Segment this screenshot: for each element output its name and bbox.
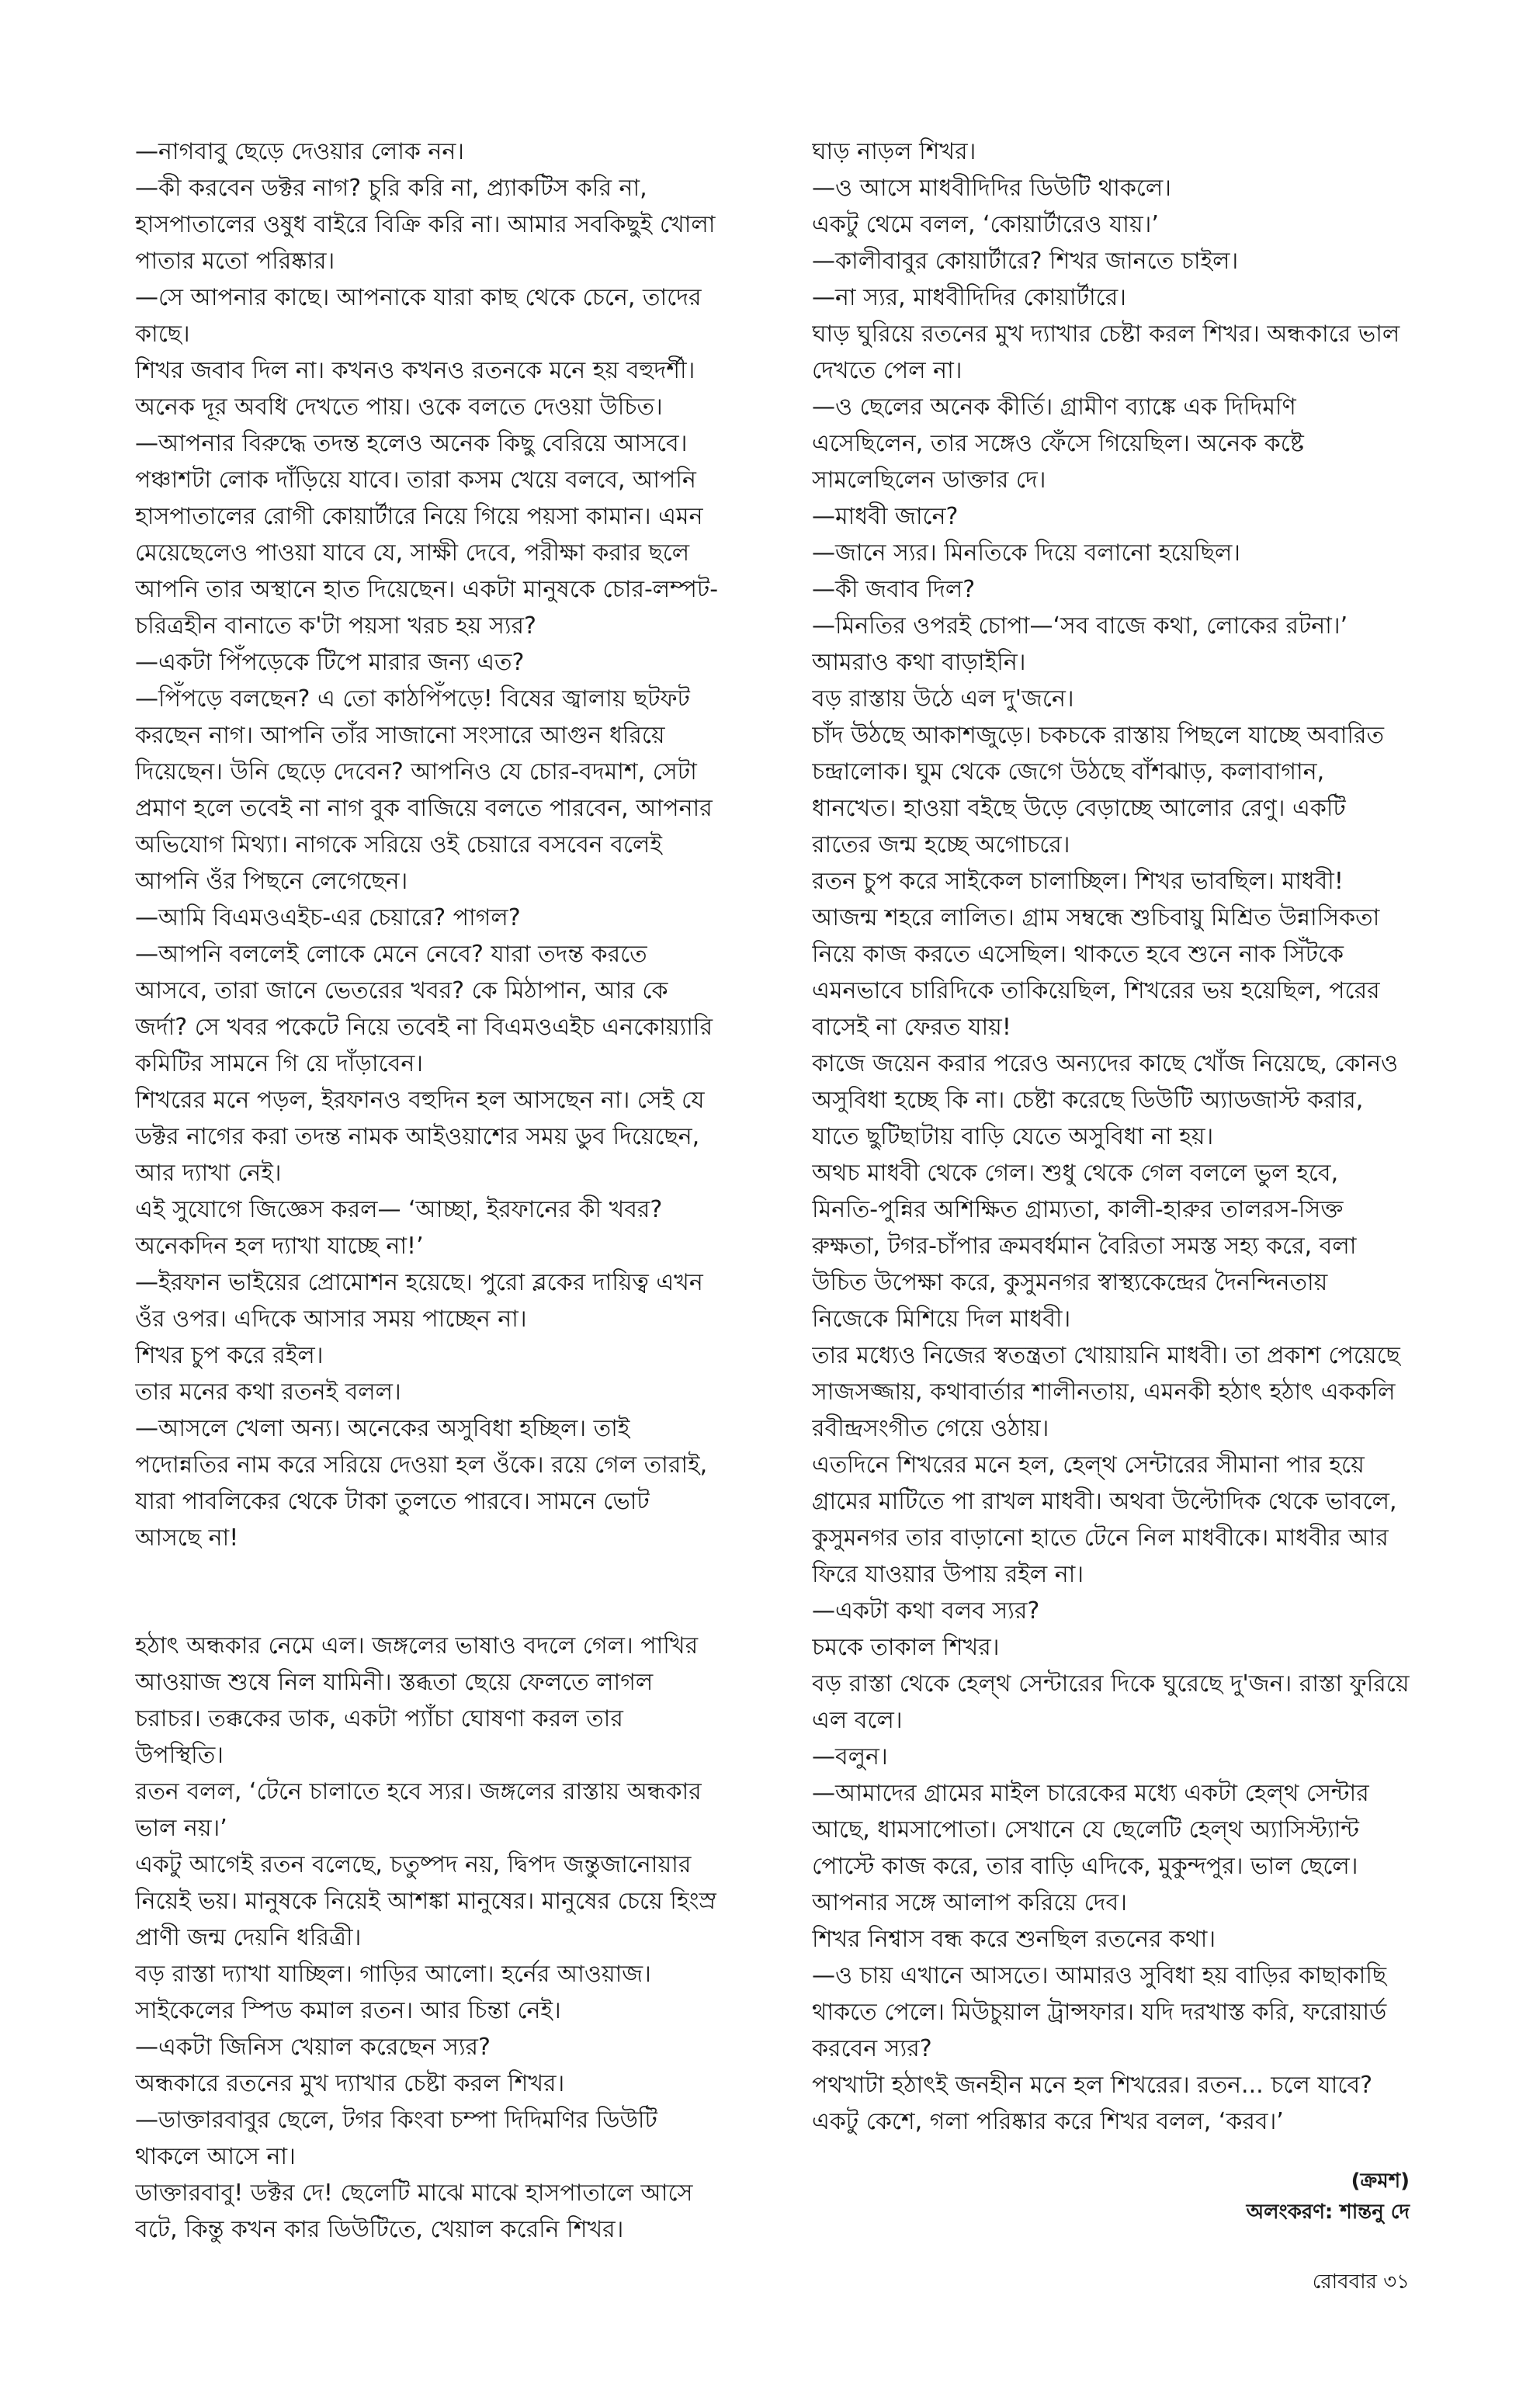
paragraph: —একটা পিঁপড়েকে টিপে মারার জন্য এত?	[135, 649, 525, 676]
paragraph: —কী জবাব দিল?	[812, 576, 976, 603]
paragraph: —ও চায় এখানে আসতে। আমারও সুবিধা হয় বাড়ির কাছাকাছি থাকতে পেলে। মিউচুয়াল ট্রান্সফার। যদি দরখাস্ত করি, ফরোয়ার্ড করবেন স্যর?	[812, 1962, 1387, 2062]
paragraph: একটু থেমে বলল, ‘কোয়ার্টারেও যায়।’	[812, 211, 1159, 238]
section-break	[135, 1556, 719, 1628]
paragraph: একটু আগেই রতন বলেছে, চতুষ্পদ নয়, দ্বিপদ জন্তুজানোয়ার নিয়েই ভয়। মানুষকে নিয়েই আশঙ্কা মানুষের। মানুষের চেয়ে হিংস্র প্রাণী জন্ম দেয়নি ধরিত্রী।	[135, 1851, 716, 1951]
paragraph: —ডাক্তারবাবুর ছেলে, টগর কিংবা চম্পা দিদিমণির ডিউটি থাকলে আসে না।	[135, 2107, 657, 2170]
continued-note: (ক্রমশ)	[1351, 2169, 1410, 2193]
paragraph: চমকে তাকাল শিখর।	[812, 1634, 1000, 1661]
paragraph: রতন চুপ করে সাইকেল চালাচ্ছিল। শিখর ভাবছিল। মাধবী! আজন্ম শহরে লালিত। গ্রাম সম্বন্ধে শুচিবায়ু মিশ্রিত উন্নাসিকতা নিয়ে কাজ করতে এসেছিল। থাকতে হবে শুনে নাক সিঁটকে এমনভাবে চারিদিকে তাকিয়েছিল, শিখরের ভয় হয়েছিল, পরের বাসেই না ফেরত যায়!	[812, 868, 1380, 1041]
paragraph: —নাগবাবু ছেড়ে দেওয়ার লোক নন।	[135, 138, 464, 165]
page-folio: রোববার ৩১	[1312, 2270, 1410, 2294]
paragraph: বড় রাস্তা থেকে হেল্থ সেন্টারের দিকে ঘুরেছে দু'জন। রাস্তা ফুরিয়ে এল বলে।	[812, 1670, 1410, 1734]
paragraph: শিখর জবাব দিল না। কখনও কখনও রতনকে মনে হয় বহুদর্শী। অনেক দূর অবধি দেখতে পায়। ওকে বলতে দেওয়া উচিত।	[135, 357, 695, 421]
paragraph: —একটা জিনিস খেয়াল করেছেন স্যর?	[135, 2034, 491, 2061]
paragraph: বড় রাস্তায় উঠে এল দু'জনে।	[812, 685, 1074, 713]
paragraph: এই সুযোগে জিজ্ঞেস করল— ‘আচ্ছা, ইরফানের কী খবর? অনেকদিন হল দ্যাখা যাচ্ছে না!’	[135, 1196, 663, 1260]
paragraph: ডাক্তারবাবু! ডক্টর দে! ছেলেটি মাঝে মাঝে হাসপাতালে আসে বটে, কিন্তু কখন কার ডিউটিতে, খেয়াল করেনি শিখর।	[135, 2180, 693, 2243]
paragraph: অন্ধকারে রতনের মুখ দ্যাখার চেষ্টা করল শিখর।	[135, 2070, 565, 2097]
paragraph: অথচ মাধবী থেকে গেল। শুধু থেকে গেল বললে ভুল হবে, মিনতি-পুন্নির অশিক্ষিত গ্রাম্যতা, কালী-হারুর তালরস-সিক্ত রুক্ষতা, টগর-চাঁপার ক্রমবর্ধমান বৈরিতা সমস্ত সহ্য করে, বলা উচিত উপেক্ষা করে, কুসুমনগর স্বাস্থ্যকেন্দ্রের দৈনন্দিনতায় নিজেকে মিশিয়ে দিল মাধবী।	[812, 1160, 1357, 1333]
paragraph: রতন বলল, ‘টেনে চালাতে হবে স্যর। জঙ্গলের রাস্তায় অন্ধকার ভাল নয়।’	[135, 1778, 702, 1842]
paragraph: বড় রাস্তা দ্যাখা যাচ্ছিল। গাড়ির আলো। হর্নের আওয়াজ। সাইকেলের স্পিড কমাল রতন। আর চিন্তা নেই।	[135, 1961, 651, 2024]
paragraph: একটু কেশে, গলা পরিষ্কার করে শিখর বলল, ‘করব।’	[812, 2108, 1284, 2135]
paragraph: শিখর নিশ্বাস বন্ধ করে শুনছিল রতনের কথা।	[812, 1926, 1216, 1953]
paragraph: ঘাড় নাড়ল শিখর।	[812, 138, 976, 165]
paragraph: —কী করবেন ডক্টর নাগ? চুরি করি না, প্র্যাকটিস করি না, হাসপাতালের ওষুধ বাইরে বিক্রি করি না। আমার সবকিছুই খোলা পাতার মতো পরিষ্কার।	[135, 175, 716, 275]
paragraph: ঘাড় ঘুরিয়ে রতনের মুখ দ্যাখার চেষ্টা করল শিখর। অন্ধকারে ভাল দেখতে পেল না।	[812, 321, 1400, 384]
paragraph: —ও ছেলের অনেক কীর্তি। গ্রামীণ ব্যাঙ্কে এক দিদিমণি এসেছিলেন, তার সঙ্গেও ফেঁসে গিয়েছিল। অনেক কষ্টে সামলেছিলেন ডাক্তার দে।	[812, 394, 1304, 494]
paragraph: হঠাৎ অন্ধকার নেমে এল। জঙ্গলের ভাষাও বদলে গেল। পাখির আওয়াজ শুষে নিল যামিনী। স্তব্ধতা ছেয়ে ফেলতে লাগল চরাচর। তক্ককের ডাক, একটা প্যাঁচা ঘোষণা করল তার উপস্থিতি।	[135, 1632, 699, 1769]
paragraph: —মাধবী জানে?	[812, 503, 959, 530]
paragraph: তার মধ্যেও নিজের স্বতন্ত্রতা খোয়ায়নি মাধবী। তা প্রকাশ পেয়েছে সাজসজ্জায়, কথাবার্তার শালীনতায়, এমনকী হঠাৎ হঠাৎ এককলি রবীন্দ্রসংগীত গেয়ে ওঠায়।	[812, 1342, 1400, 1442]
paragraph: —আমি বিএমওএইচ-এর চেয়ারে? পাগল?	[135, 904, 521, 931]
paragraph: —আসলে খেলা অন্য। অনেকের অসুবিধা হচ্ছিল। তাই পদোন্নতির নাম করে সরিয়ে দেওয়া হল ওঁকে। রয়ে গেল তারাই, যারা পাবলিকের থেকে টাকা তুলতে পারবে। সামনে ভোট আসছে না!	[135, 1415, 708, 1552]
paragraph: কাজে জয়েন করার পরেও অন্যদের কাছে খোঁজ নিয়েছে, কোনও অসুবিধা হচ্ছে কি না। চেষ্টা করেছে ডিউটি অ্যাডজাস্ট করার, যাতে ছুটিছাটায় বাড়ি যেতে অসুবিধা না হয়।	[812, 1050, 1399, 1150]
paragraph: —না স্যর, মাধবীদিদির কোয়ার্টারে।	[812, 284, 1126, 311]
story-credit	[1247, 2166, 1410, 2228]
paragraph: পথখাটা হঠাৎই জনহীন মনে হল শিখরের। রতন... চলে যাবে?	[812, 2072, 1372, 2099]
paragraph: —পিঁপড়ে বলছেন? এ তো কাঠপিঁপড়ে! বিষের জ্বালায় ছটফট করছেন নাগ। আপনি তাঁর সাজানো সংসারে আগুন ধরিয়ে দিয়েছেন। উনি ছেড়ে দেবেন? আপনিও যে চোর-বদমাশ, সেটা প্রমাণ হলে তবেই না নাগ বুক বাজিয়ে বলতে পারবেন, আপনার অভিযোগ মিথ্যা। নাগকে সরিয়ে ওই চেয়ারে বসবেন বলেই আপনি ওঁর পিছনে লেগেছেন।	[135, 685, 713, 895]
paragraph: —ও আসে মাধবীদিদির ডিউটি থাকলে।	[812, 175, 1171, 202]
paragraph: —ইরফান ভাইয়ের প্রোমোশন হয়েছে। পুরো ব্লকের দায়িত্ব এখন ওঁর ওপর। এদিকে আসার সময় পাচ্ছেন না।	[135, 1269, 703, 1333]
left-column	[135, 134, 719, 2248]
paragraph: —আপনি বললেই লোকে মেনে নেবে? যারা তদন্ত করতে আসবে, তারা জানে ভেতরের খবর? কে মিঠাপান, আর কে জর্দা? সে খবর পকেটে নিয়ে তবেই না বিএমওএইচ এনকোয়্যারি কমিটির সামনে গি য়ে দাঁড়াবেন।	[135, 941, 713, 1077]
illustration-credit: অলংকরণ: শান্তনু দে	[1246, 2201, 1410, 2224]
paragraph: তার মনের কথা রতনই বলল।	[135, 1379, 401, 1406]
paragraph: শিখর চুপ করে রইল।	[135, 1342, 324, 1369]
paragraph: —কালীবাবুর কোয়ার্টারে? শিখর জানতে চাইল।	[812, 248, 1239, 275]
right-column	[812, 134, 1410, 2140]
paragraph: —আপনার বিরুদ্ধে তদন্ত হলেও অনেক কিছু বেরিয়ে আসবে। পঞ্চাশটা লোক দাঁড়িয়ে যাবে। তারা কসম খেয়ে বলবে, আপনি হাসপাতালের রোগী কোয়ার্টারে নিয়ে গিয়ে পয়সা কামান। এমন মেয়েছেলেও পাওয়া যাবে যে, সাক্ষী দেবে, পরীক্ষা করার ছলে আপনি তার অস্থানে হাত দিয়েছেন। একটা মানুষকে চোর-লম্পট-চরিত্রহীন বানাতে ক'টা পয়সা খরচ হয় স্যর?	[135, 430, 719, 640]
paragraph: —সে আপনার কাছে। আপনাকে যারা কাছ থেকে চেনে, তাদের কাছে।	[135, 284, 702, 348]
paragraph: —মিনতির ওপরই চোপা—‘সব বাজে কথা, লোকের রটনা।’ আমরাও কথা বাড়াইনি।	[812, 612, 1348, 676]
paragraph: এতদিনে শিখরের মনে হল, হেল্থ সেন্টারের সীমানা পার হয়ে গ্রামের মাটিতে পা রাখল মাধবী। অথবা উল্টোদিক থেকে ভাবলে, কুসুমনগর তার বাড়ানো হাতে টেনে নিল মাধবীকে। মাধবীর আর ফিরে যাওয়ার উপায় রইল না।	[812, 1451, 1397, 1588]
paragraph: —বলুন।	[812, 1743, 888, 1770]
paragraph: শিখরের মনে পড়ল, ইরফানও বহুদিন হল আসছেন না। সেই যে ডক্টর নাগের করা তদন্ত নামক আইওয়াশের সময় ডুব দিয়েছেন, আর দ্যাখা নেই।	[135, 1087, 705, 1187]
paragraph: —জানে স্যর। মিনতিকে দিয়ে বলানো হয়েছিল।	[812, 539, 1241, 567]
paragraph: —আমাদের গ্রামের মাইল চারেকের মধ্যে একটা হেল্থ সেন্টার আছে, ধামসাপোতা। সেখানে যে ছেলেটি হেল্থ অ্যাসিস্ট্যান্ট পোস্টে কাজ করে, তার বাড়ি এদিকে, মুকুন্দপুর। ভাল ছেলে। আপনার সঙ্গে আলাপ করিয়ে দেব।	[812, 1780, 1369, 1916]
paragraph: চাঁদ উঠছে আকাশজুড়ে। চকচকে রাস্তায় পিছলে যাচ্ছে অবারিত চন্দ্রালোক। ঘুম থেকে জেগে উঠছে বাঁশঝাড়, কলাবাগান, ধানখেত। হাওয়া বইছে উড়ে বেড়াচ্ছে আলোর রেণু। একটি রাতের জন্ম হচ্ছে অগোচরে।	[812, 722, 1385, 858]
paragraph: —একটা কথা বলব স্যর?	[812, 1597, 1040, 1625]
